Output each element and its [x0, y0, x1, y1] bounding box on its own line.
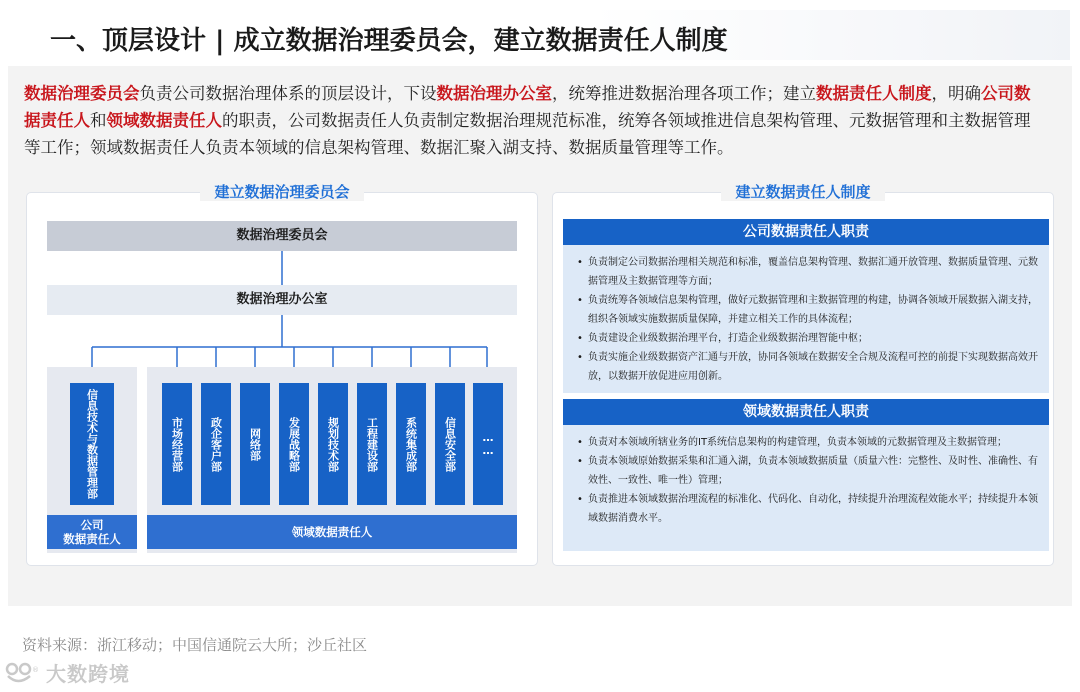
dept-box: 工程建设部: [357, 383, 387, 505]
dept-box: ……: [473, 383, 503, 505]
intro-paragraph: [24, 80, 1044, 161]
list-item: • 负责建设企业级数据治理平台，打造企业级数据治理智能中枢；: [577, 329, 1039, 348]
domain-duties-list: [563, 425, 1049, 528]
dept-box: 信息安全部: [435, 383, 465, 505]
company-duties-box: [563, 245, 1049, 393]
dept-box: 市场经营部: [162, 383, 192, 505]
intro-text: ，明确: [931, 84, 981, 103]
intro-highlight: 数据治理办公室: [436, 84, 552, 103]
list-item: • 负责本领域原始数据采集和汇通入湖，负责本领域数据质量（质量六性：完整性、及时性、准确性、有效性、一致性、唯一性）管理；: [577, 452, 1039, 490]
title-bar: [0, 0, 1080, 66]
owner-panel-heading: 建立数据责任人制度: [721, 183, 884, 201]
intro-text: ，统筹推进数据治理各项工作；建立: [552, 84, 816, 103]
company-label-line1: 公司: [80, 518, 104, 532]
company-owner-label: [47, 515, 137, 549]
company-label-line2: 数据责任人: [63, 532, 121, 546]
owner-system-panel: [552, 183, 1054, 566]
intro-highlight: 领域数据责任人: [106, 111, 222, 130]
office-box: 数据治理办公室: [47, 285, 517, 315]
page-title: 一、顶层设计 | 成立数据治理委员会，建立数据责任人制度: [50, 26, 728, 56]
dept-it-data-management: 信息技术与数据管理部: [70, 383, 114, 505]
intro-text: 的职责，公司数据责任人负责制定数据治理规范标准，统筹各领域推进信息架构管理、元数据管理和主数据管理等工作；领域数据责任人负责本领域的信息架构管理、数据汇聚入湖支持、数据质量管理等工作。: [24, 111, 1031, 157]
list-item: • 负责对本领域所辖业务的IT系统信息架构的构建管理，负责本领域的元数据管理及主数据管理；: [577, 433, 1039, 452]
list-item: • 负责制定公司数据治理相关规范和标准，覆盖信息架构管理、数据汇通开放管理、数据质量管理、元数据管理及主数据管理等方面；: [577, 253, 1039, 291]
logo-text: 大数跨境: [46, 662, 130, 686]
content-area: [8, 66, 1072, 606]
domain-duties-title: 领域数据责任人职责: [563, 399, 1049, 425]
intro-text: 和: [90, 111, 107, 130]
dept-box: 网络部: [240, 383, 270, 505]
dashu-logo-icon: [2, 660, 46, 686]
list-item: • 负责推进本领域数据治理流程的标准化、代码化、自动化，持续提升治理流程效能水平；持续提升本领域数据消费水平。: [577, 490, 1039, 528]
domain-owner-label: 领域数据责任人: [147, 515, 517, 549]
intro-highlight: 数据责任人制度: [816, 84, 932, 103]
list-item: • 负责统筹各领域信息架构管理，做好元数据管理和主数据管理的构建，协调各领域开展数据入湖支持，组织各领域实施数据质量保障，并建立相关工作的具体流程；: [577, 291, 1039, 329]
org-panel-heading: 建立数据治理委员会: [200, 183, 363, 201]
committee-box: 数据治理委员会: [47, 221, 517, 251]
org-structure-panel: [26, 183, 538, 566]
company-duties-title: 公司数据责任人职责: [563, 219, 1049, 245]
company-duties-list: [563, 245, 1049, 386]
dept-box: 规划技术部: [318, 383, 348, 505]
svg-text:®: ®: [32, 665, 39, 674]
domain-duties-box: [563, 425, 1049, 551]
intro-highlight: 数据治理委员会: [24, 84, 140, 103]
intro-text: 负责公司数据治理体系的顶层设计，下设: [139, 84, 437, 103]
dept-box: 系统集成部: [396, 383, 426, 505]
list-item: • 负责实施企业级数据资产汇通与开放，协同各领域在数据安全合规及流程可控的前提下实现数据高效开放，以数据开放促进应用创新。: [577, 348, 1039, 386]
dept-box: 政企客户部: [201, 383, 231, 505]
intro-highlight: 公司数据责任人: [24, 84, 1031, 130]
dept-box: 发展战略部: [279, 383, 309, 505]
watermark-logo: [2, 658, 130, 687]
source-note: 资料来源：浙江移动；中国信通院云大所；沙丘社区: [22, 636, 368, 654]
